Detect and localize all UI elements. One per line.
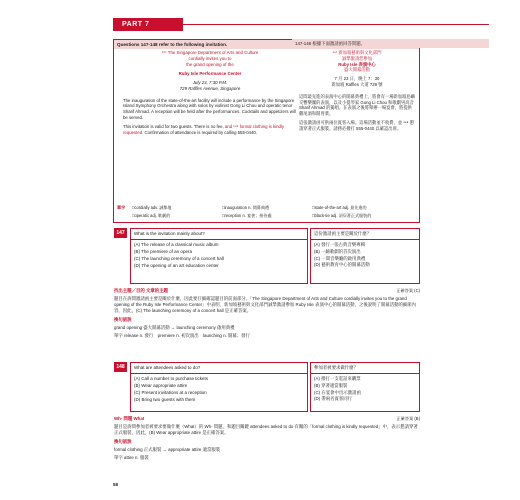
paraphrase-text: grand opening 盛大開幕活動 → launching ceremony 啟用典禮	[114, 324, 235, 330]
option-c[interactable]: (C) Present invitations at a reception	[134, 390, 207, 395]
vocab-item: □state-of-the-art adj. 最先進的	[312, 205, 367, 210]
invitation-text	[123, 50, 297, 135]
option-a[interactable]: (A) The release of a classical music album	[134, 242, 219, 248]
option-d-zh: (D) 帶兩名賓客同行	[314, 396, 353, 402]
paraphrase-head: 換句話說	[114, 438, 132, 444]
inv-zh-line: ¹⁴⁷ 新加坡藝術與文化部門	[332, 50, 382, 55]
vocab-tag: 單字	[117, 205, 126, 210]
part-label: PART 7	[113, 18, 183, 31]
inv-line: the grand opening of the	[186, 61, 234, 67]
inv-para1: The inauguration of the state-of-the-art facility will include a performance by the Singapore Island Symphony Orchestra along with solos by violinist Gong Li Chou and operatic tenor Sharif Ahmad. A reception will be held after the performances. Cocktails and appetizers will be served.	[123, 97, 296, 121]
explanation-vocab: 單字 attire n. 服裝	[114, 454, 149, 460]
option-a[interactable]: (A) Call a number to purchase tickets	[134, 376, 209, 382]
question-number: 147	[114, 228, 127, 238]
inv-zh-para1: 這間最先進的表演中心的開幕典禮上，將會有一場新加坡島嶼交響樂團的表演，以及小提琴家 Gong Li Chou 和歌劇男高音 Sharif Ahmad 的獨唱。在表演之後將舉辦一場宴會，將提供雞尾酒和開胃菜。	[299, 93, 416, 117]
inv-venue: Ruby Isle Performance Center	[178, 70, 242, 76]
inv-zh-address: 新加坡 Raffles 大道 729 號	[331, 81, 383, 87]
explanation-text: 題目是詢問參加者被要求要做什麼（What）的 Wh- 問題，和題目關鍵 attendees asked to do 有關的「formal clothing is kindly requested」中，表示懇請穿著正式服裝，因此，(B) Wear appropriate attire 是正確答案。	[114, 423, 418, 435]
vocab-item: □cordially adv. 誠摯地	[132, 205, 172, 210]
inv-zh-venue: Ruby Isle 表演中心	[338, 61, 376, 67]
vocab-item: □reception n. 宴會；接待處	[222, 213, 272, 218]
option-a-zh: (A) 發行一張古典音樂專輯	[314, 241, 365, 247]
vocab-item: □operatic adj. 歌劇的	[132, 213, 171, 218]
paraphrase-head: 換句話說	[114, 316, 132, 322]
explanation-text: 題目在詢問激請函主要是關於什麼，因此要仔細確認題目的前面部分。「The Singapore Department of Arts and Culture cordially invites you to the grand opening of the Ruby Isle Performance Center」中表明，新加坡藝術與文化部門誠摯激請參加 Ruby Isle 表演中心的開幕活動，之後說明了開幕活動的細節內容，因此，(C) The launching ceremony of a concert hall 是正確答案。	[114, 295, 417, 313]
question-147-zh	[310, 228, 420, 284]
explanation-head: Wh- 問題 What	[114, 416, 145, 421]
inv-para2: This invitation is valid for two guests. There is no fee, and ¹⁴⁸ formal clothing is kindly requested. Confirmation of attendance is required by calling 555-0440.	[123, 123, 284, 135]
explanation-148	[114, 416, 420, 461]
option-d[interactable]: (D) The opening of an art education center	[134, 262, 219, 268]
vocab-item: □black-tie adj. 須穿著正式服裝的	[312, 213, 372, 218]
option-c[interactable]: (C) The launching ceremony of a concert hall	[134, 256, 224, 261]
question-text: What are attendees asked to do?	[131, 363, 307, 374]
inv-zh-line: 誠摯激請您參加	[341, 55, 373, 61]
inv-zh-para2: 這張激請函可供兩位賓客入場。這場活動並不收費，並 ¹⁴⁸ 懇請穿著正式服裝。請務必撥打 555-0440 以確認出席。	[299, 119, 414, 131]
answer-label: 正確答案 (B)	[396, 416, 420, 421]
option-d-zh: (D) 藝術教育中心的開幕活動	[314, 262, 370, 268]
vocab-row	[132, 213, 402, 219]
vocab-item: □inauguration n. 開幕典禮	[222, 205, 270, 210]
question-text: What is the invitation mainly about?	[131, 229, 307, 240]
vocab-box	[114, 204, 419, 222]
questions-intro-zh: 147-148 根據下面激請函回答問題。	[292, 39, 489, 48]
page-number: 58	[113, 482, 119, 487]
paraphrase-text: formal clothing 正式服裝 → appropriate attire 適當服裝	[114, 446, 221, 452]
question-148	[130, 362, 308, 412]
option-b-zh: (B) 穿著適當服裝	[314, 382, 348, 388]
inv-zh-date: 7 月 23 日，晚上 7：30	[334, 76, 380, 82]
invitation-text-zh	[299, 50, 415, 132]
vocab-row	[132, 205, 402, 211]
question-number: 148	[114, 362, 127, 372]
question-147	[130, 228, 308, 284]
option-c-zh: (C) 一間音樂廳的啟用典禮	[314, 255, 366, 261]
option-b[interactable]: (B) Wear appropriate attire	[134, 383, 188, 389]
inv-line: ¹⁴⁷ The Singapore Department of Arts and Culture	[161, 50, 259, 55]
explanation-vocab: 單字 release n. 發行 premiere n. 初次演出 launching n. 開幕；發行	[114, 332, 250, 338]
question-text-zh: 這份激請函主要是關於什麼？	[311, 229, 419, 240]
option-c-zh: (C) 在宴會中出示激請函	[314, 389, 361, 395]
option-d[interactable]: (D) Bring two guests with them	[134, 396, 196, 402]
inv-line: cordially invites you to	[188, 55, 232, 61]
part-divider	[183, 24, 489, 25]
option-b-zh: (B) 一齣歌劇的首次演出	[314, 248, 361, 254]
inv-date: July 23, 7:30 P.M.	[192, 79, 228, 85]
inv-zh-line: 盛大開幕活動	[344, 67, 370, 73]
explanation-147	[114, 288, 420, 339]
option-a-zh: (A) 撥打一支電話來購票	[314, 375, 361, 381]
explanation-head: 找出主題／目的 文章的主題	[114, 288, 168, 293]
question-text-zh: 參加者被要求做什麼？	[311, 363, 419, 374]
question-148-zh	[310, 362, 420, 412]
option-b[interactable]: (B) The premiere of an opera	[134, 249, 192, 255]
answer-label: 正確答案 (C)	[396, 288, 420, 293]
questions-intro: Questions 147-148 refer to the following invitation.	[114, 40, 419, 49]
inv-address: 729 Raffles Avenue, Singapore	[179, 85, 241, 91]
